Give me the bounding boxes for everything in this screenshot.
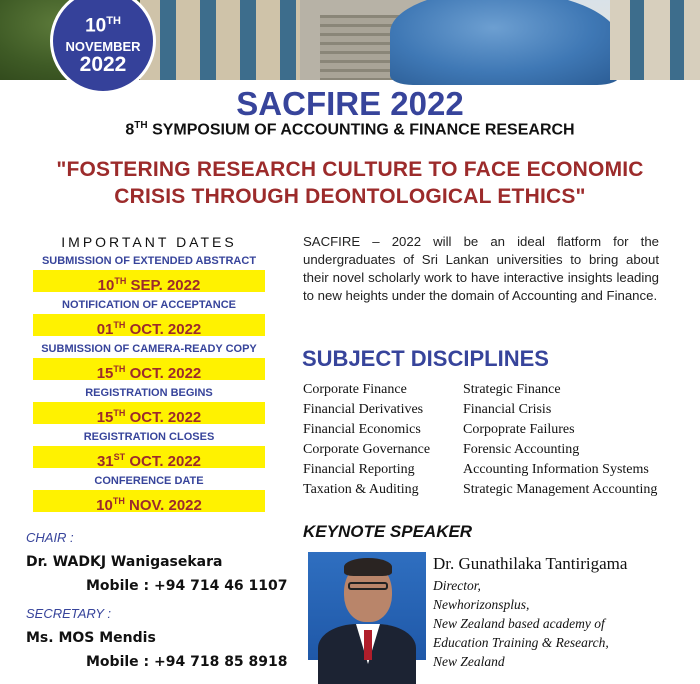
- discipline-item: Strategic Management Accounting: [463, 482, 658, 497]
- date-item-label: CONFERENCE DATE: [94, 475, 204, 487]
- speaker-name: Dr. Gunathilaka Tantirigama: [433, 554, 628, 573]
- important-dates: [33, 232, 265, 516]
- symposium-subtitle: [0, 120, 700, 139]
- chair-name: Dr. WADKJ Wanigasekara: [26, 554, 223, 570]
- date-item-value: [33, 490, 265, 512]
- date-item-label: NOTIFICATION OF ACCEPTANCE: [62, 299, 236, 311]
- speaker-detail: Education Training & Research,: [433, 635, 609, 650]
- date-rest: OCT. 2022: [125, 365, 202, 382]
- date-item: [33, 340, 265, 380]
- date-day-suffix: ST: [113, 452, 126, 462]
- discipline-item: Forensic Accounting: [463, 442, 580, 457]
- badge-year: 2022: [79, 53, 127, 76]
- date-item-label: SUBMISSION OF EXTENDED ABSTRACT: [41, 255, 257, 267]
- date-day-suffix: TH: [112, 496, 125, 506]
- important-dates-heading: IMPORTANT DATES: [61, 234, 237, 250]
- date-item: [33, 296, 265, 336]
- date-item-label: REGISTRATION CLOSES: [83, 431, 215, 443]
- discipline-item: Corporate Finance: [303, 382, 407, 397]
- date-item-label: SUBMISSION OF CAMERA-READY COPY: [41, 343, 257, 355]
- badge-month: NOVEMBER: [65, 39, 141, 54]
- date-item: [33, 384, 265, 424]
- date-day-suffix: TH: [113, 408, 126, 418]
- date-rest: OCT. 2022: [125, 409, 202, 426]
- discipline-item: Financial Derivatives: [303, 402, 424, 417]
- page-title: SACFIRE 2022: [236, 85, 464, 122]
- subtitle-text: SYMPOSIUM OF ACCOUNTING & FINANCE RESEARCH: [147, 121, 575, 139]
- secretary-role-label: SECRETARY :: [26, 606, 112, 621]
- chair-mobile: Mobile : +94 714 46 1107: [86, 578, 288, 594]
- date-item: [33, 252, 265, 292]
- secretary-name: Ms. MOS Mendis: [26, 630, 156, 646]
- date-day-suffix: TH: [113, 320, 126, 330]
- speaker-photo: [308, 552, 426, 660]
- lion-statue-image: [390, 0, 620, 85]
- date-day: 10: [96, 497, 113, 514]
- date-item-value: [33, 270, 265, 292]
- disciplines-left-column: [303, 380, 430, 500]
- date-rest: SEP. 2022: [126, 277, 201, 294]
- discipline-item: Financial Economics: [303, 422, 421, 437]
- chair-role-label: CHAIR :: [26, 530, 74, 545]
- discipline-item: Corporate Governance: [303, 442, 431, 457]
- date-rest: OCT. 2022: [125, 453, 202, 470]
- building-image: [140, 0, 310, 80]
- conference-theme: [20, 156, 680, 210]
- badge-day-suffix: TH: [106, 15, 121, 27]
- date-item-label: REGISTRATION BEGINS: [85, 387, 213, 399]
- building-image: [610, 0, 700, 80]
- theme-line: CRISIS THROUGH DEONTOLOGICAL ETHICS": [114, 185, 586, 208]
- speaker-detail: New Zealand based academy of: [433, 616, 605, 631]
- date-rest: NOV. 2022: [124, 497, 202, 514]
- discipline-item: Financial Reporting: [303, 462, 415, 477]
- secretary-mobile: Mobile : +94 718 85 8918: [86, 654, 288, 670]
- date-day-suffix: TH: [113, 364, 126, 374]
- subtitle-ordinal-suffix: TH: [134, 120, 148, 131]
- intro-paragraph: SACFIRE – 2022 will be an ideal flatform for the undergraduates of Sri Lankan universities to bring about their novel scholarly work to have interactive insights leading to new heights under the domain of Accounting and Finance.: [303, 234, 659, 303]
- date-item: [33, 428, 265, 468]
- speaker-detail: Newhorizonsplus,: [433, 597, 530, 612]
- discipline-item: Corpoprate Failures: [463, 422, 575, 437]
- subtitle-ordinal: 8: [125, 121, 135, 139]
- disciplines-heading: SUBJECT DISCIPLINES: [302, 346, 549, 371]
- speaker-detail: Director,: [433, 578, 481, 593]
- keynote-heading: KEYNOTE SPEAKER: [303, 522, 473, 541]
- theme-line: "FOSTERING RESEARCH CULTURE TO FACE ECONOMIC: [56, 158, 644, 181]
- date-item-value: [33, 358, 265, 380]
- discipline-item: Financial Crisis: [463, 402, 552, 417]
- discipline-item: Accounting Information Systems: [463, 462, 649, 477]
- discipline-item: Strategic Finance: [463, 382, 561, 397]
- date-day: 01: [96, 321, 114, 338]
- date-item-value: [33, 402, 265, 424]
- date-day: 15: [96, 365, 114, 382]
- badge-day: 10: [85, 15, 107, 37]
- discipline-item: Taxation & Auditing: [303, 482, 419, 497]
- speaker-detail: New Zealand: [433, 654, 505, 669]
- date-rest: OCT. 2022: [125, 321, 202, 338]
- date-item: [33, 472, 265, 512]
- date-day-suffix: TH: [114, 276, 127, 286]
- date-day: 15: [96, 409, 114, 426]
- date-item-value: [33, 446, 265, 468]
- disciplines-right-column: [463, 380, 657, 500]
- date-day: 31: [96, 453, 114, 470]
- date-day: 10: [97, 277, 115, 294]
- date-item-value: [33, 314, 265, 336]
